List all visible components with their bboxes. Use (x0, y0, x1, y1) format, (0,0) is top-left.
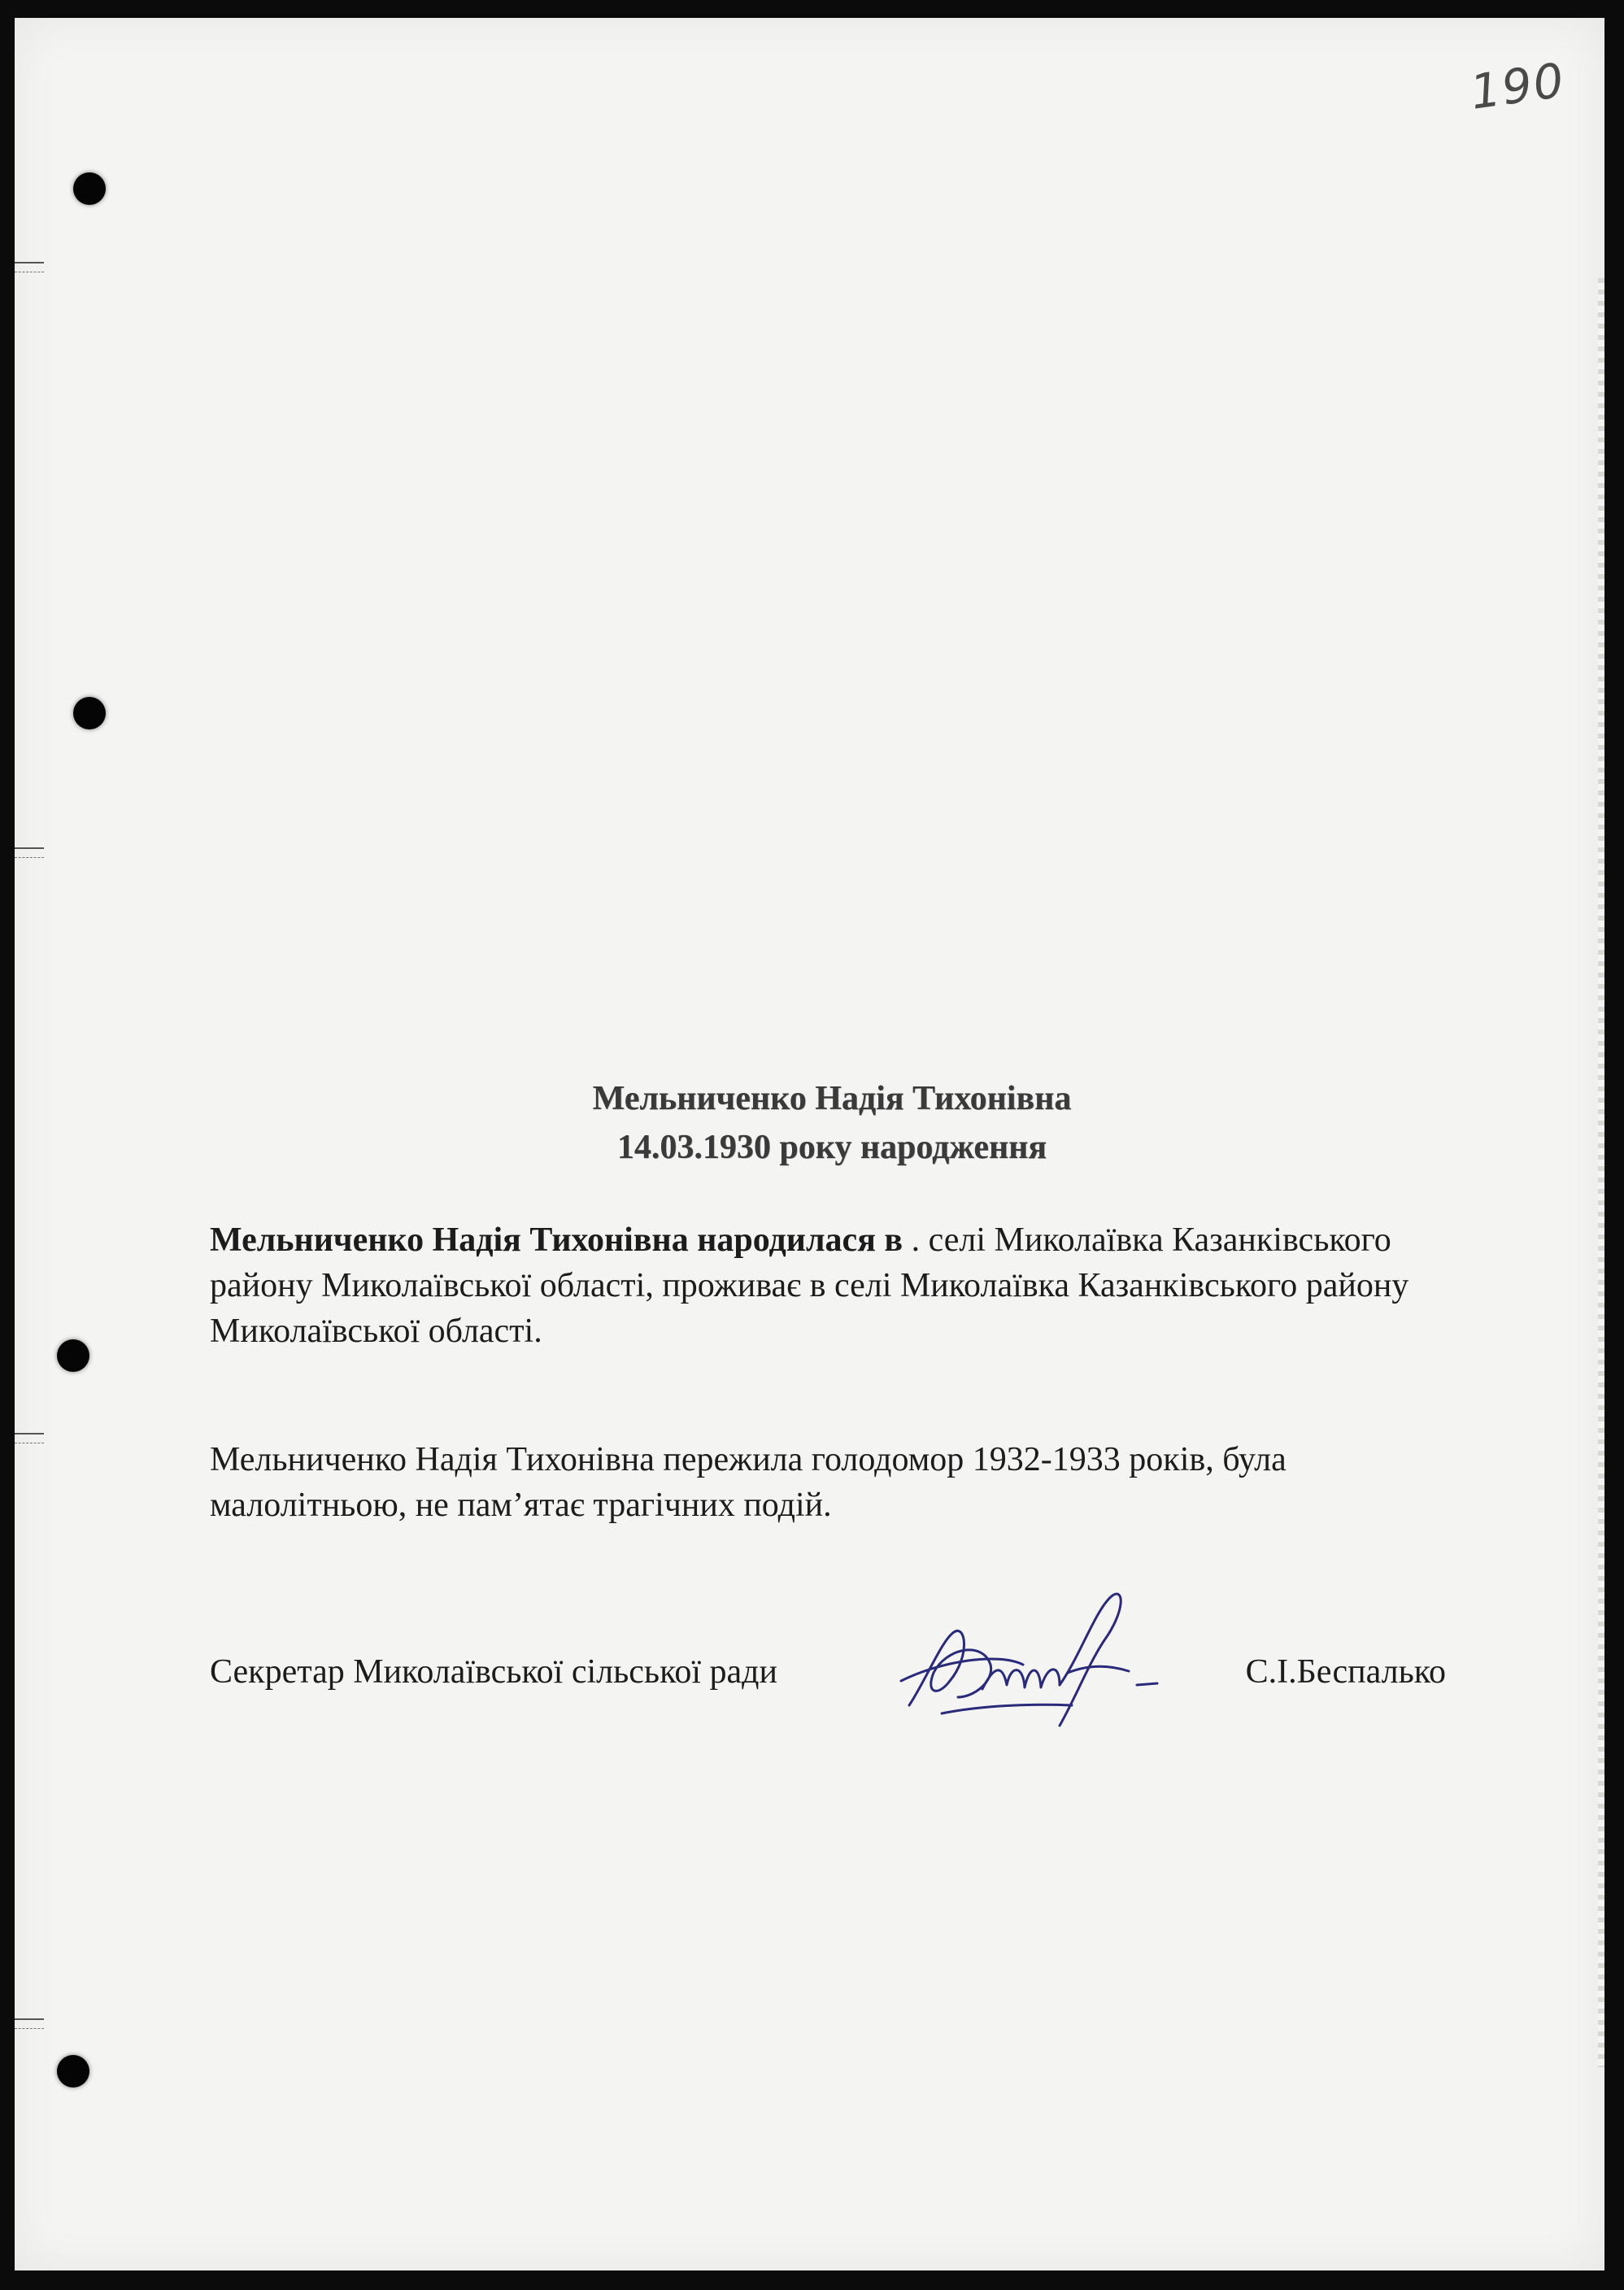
binding-mark (15, 2018, 44, 2029)
punch-hole (57, 2055, 89, 2088)
paragraph-rest: . селі Миколаївка Казанківського району Миколаївської області, проживає в селі Миколаївка Казанківського району Миколаївської області. (210, 1221, 1409, 1350)
paragraph-birthplace (210, 1217, 1446, 1354)
paragraph-testimony: Мельниченко Надія Тихонівна пережила голодомор 1932-1933 років, була малолітньою, не пам’ятає трагічних подій. (210, 1441, 1287, 1524)
archive-sheet-number: 190 (1466, 52, 1569, 120)
signatory-role: Секретар Миколаївської сільської ради (210, 1653, 778, 1691)
signatory-name: С.І.Беспалько (1245, 1653, 1446, 1691)
document-page (15, 18, 1604, 2270)
binding-mark (15, 847, 44, 858)
punch-hole (73, 172, 106, 205)
punch-hole (73, 697, 106, 729)
binding-edge (1598, 278, 1604, 2067)
punch-hole (57, 1339, 89, 1372)
paragraph-lead-bold: Мельниченко Надія Тихонівна народилася в (210, 1221, 903, 1259)
binding-mark (15, 1433, 44, 1443)
heading-birth-date: 14.03.1930 року народження (616, 1129, 1047, 1166)
signature-row (210, 1652, 1446, 1701)
handwritten-signature-icon (893, 1583, 1169, 1738)
heading-name: Мельниченко Надія Тихонівна (592, 1080, 1072, 1117)
binding-mark (15, 262, 44, 272)
